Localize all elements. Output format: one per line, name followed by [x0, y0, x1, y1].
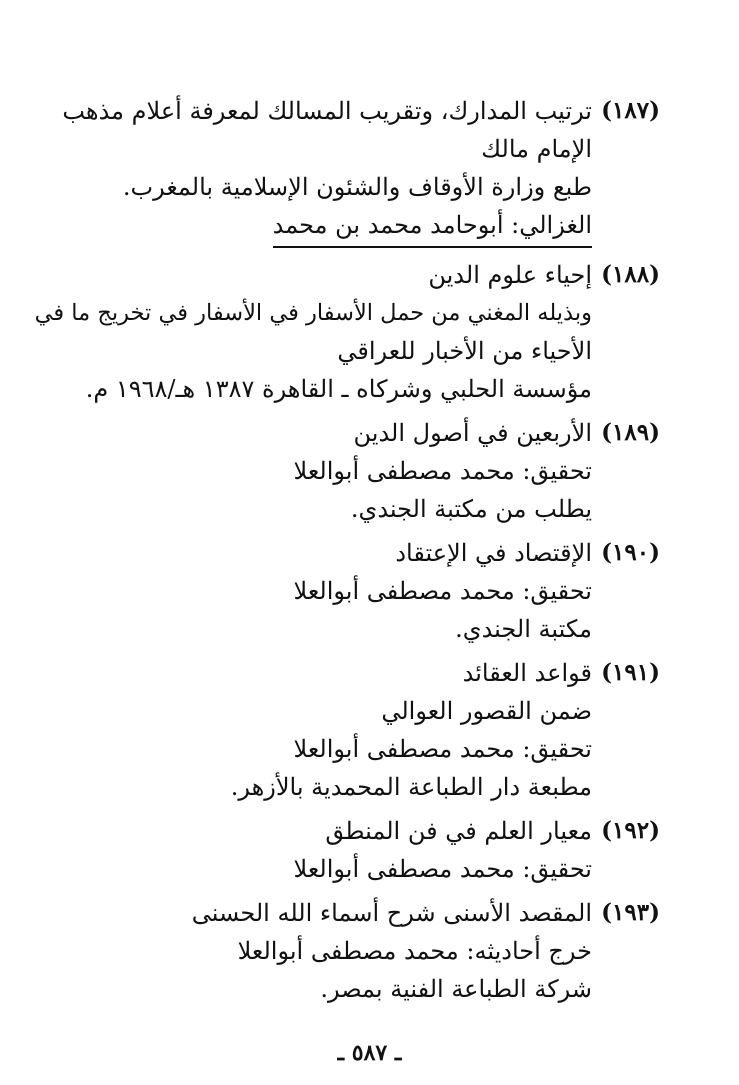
bibliography-entry-192 — [100, 812, 660, 888]
entry-title: قواعد العقائد — [462, 659, 592, 687]
entry-body — [62, 92, 592, 250]
entry-note: وبذيله المغني من حمل الأسفار في الأسفار في تخريج ما في — [34, 300, 592, 326]
entry-title-continued: الإمام مالك — [481, 135, 592, 163]
entry-publisher: مؤسسة الحلبي وشركاه ـ القاهرة ١٣٨٧ هـ/١٩٦٨ م. — [85, 375, 592, 403]
bibliography-page — [34, 92, 660, 1014]
bibliography-entry-190 — [100, 534, 660, 648]
entry-title: ترتيب المدارك، وتقريب المسالك لمعرفة أعلام مذهب — [62, 97, 592, 125]
entry-body — [100, 414, 592, 528]
entry-publisher: يطلب من مكتبة الجندي. — [350, 495, 592, 523]
entry-number: (١٨٩) — [601, 419, 660, 446]
entry-editor: خرج أحاديثه: محمد مصطفى أبوالعلا — [237, 937, 592, 965]
entry-number: (١٩٣) — [601, 899, 660, 926]
page-number: ـ ٥٨٧ ـ — [337, 1040, 402, 1066]
entry-publisher: طبع وزارة الأوقاف والشئون الإسلامية بالمغرب. — [122, 173, 592, 201]
entry-note-continued: الأحياء من الأخبار للعراقي — [337, 337, 592, 365]
entry-body — [100, 534, 592, 648]
author-heading: الغزالي: أبوحامد محمد بن محمد — [273, 206, 592, 248]
entry-number: (١٨٧) — [601, 97, 660, 124]
bibliography-entry-193 — [100, 894, 660, 1008]
entry-publisher: مكتبة الجندي. — [455, 615, 592, 643]
entry-body — [100, 654, 592, 806]
entry-title: الأربعين في أصول الدين — [353, 419, 592, 447]
entry-number: (١٩١) — [601, 659, 660, 686]
bibliography-entry-188 — [34, 256, 660, 408]
entry-editor: تحقيق: محمد مصطفى أبوالعلا — [293, 855, 592, 883]
entry-collection: ضمن القصور العوالي — [381, 697, 592, 725]
bibliography-entry-191 — [100, 654, 660, 806]
entry-body — [100, 894, 592, 1008]
entry-number: (١٨٨) — [601, 261, 660, 288]
entry-publisher: مطبعة دار الطباعة المحمدية بالأزهر. — [230, 773, 592, 801]
bibliography-entry-187 — [62, 92, 660, 250]
entry-body — [100, 812, 592, 888]
entry-publisher: شركة الطباعة الفنية بمصر. — [320, 975, 592, 1003]
bibliography-entry-189 — [100, 414, 660, 528]
entry-body — [34, 256, 592, 408]
entry-number: (١٩٢) — [601, 817, 660, 844]
entry-editor: تحقيق: محمد مصطفى أبوالعلا — [293, 457, 592, 485]
entry-editor: تحقيق: محمد مصطفى أبوالعلا — [293, 577, 592, 605]
entry-title: الإقتصاد في الإعتقاد — [395, 539, 592, 567]
entry-title: المقصد الأسنى شرح أسماء الله الحسنى — [191, 899, 592, 927]
entry-number: (١٩٠) — [601, 539, 660, 566]
entry-editor: تحقيق: محمد مصطفى أبوالعلا — [293, 735, 592, 763]
entry-title: إحياء علوم الدين — [428, 261, 592, 289]
entry-title: معيار العلم في فن المنطق — [325, 817, 592, 845]
